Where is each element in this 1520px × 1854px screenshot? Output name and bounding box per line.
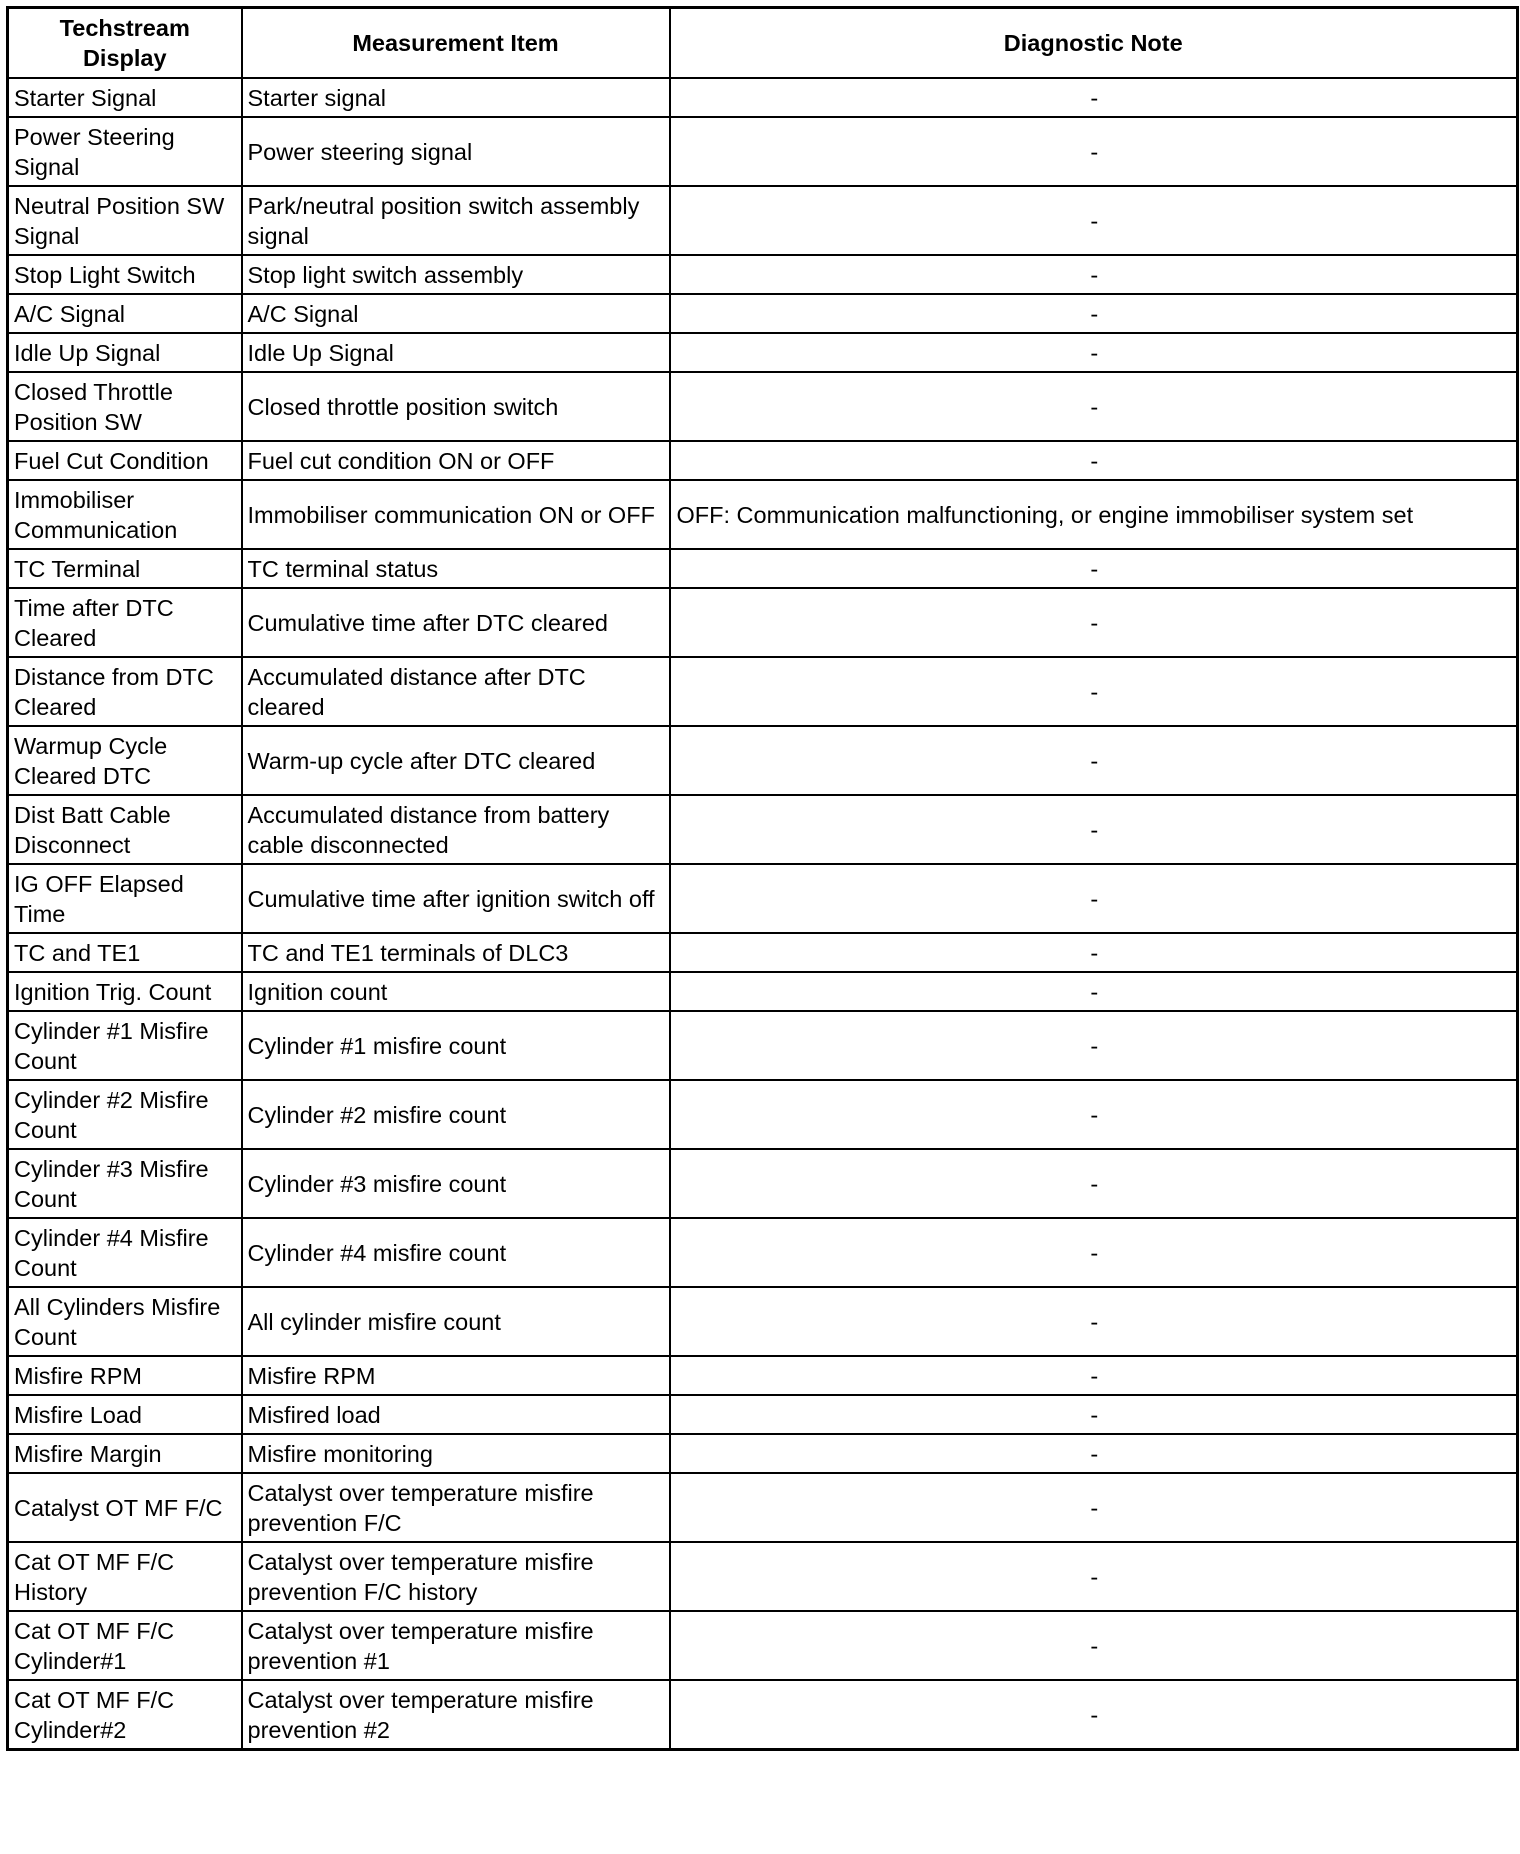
table-row	[8, 972, 1518, 1011]
cell-note: -	[670, 549, 1518, 588]
cell-note: -	[670, 657, 1518, 726]
table-row	[8, 657, 1518, 726]
cell-item: Misfire RPM	[242, 1356, 670, 1395]
table-row	[8, 1011, 1518, 1080]
cell-display: Dist Batt Cable Disconnect	[8, 795, 242, 864]
cell-display: Misfire Margin	[8, 1434, 242, 1473]
header-measurement-item: Measurement Item	[242, 8, 670, 79]
header-techstream-display: Techstream Display	[8, 8, 242, 79]
cell-note: -	[670, 1395, 1518, 1434]
cell-note: -	[670, 1434, 1518, 1473]
cell-note: -	[670, 294, 1518, 333]
table-row	[8, 78, 1518, 117]
cell-item: Catalyst over temperature misfire prevention #2	[242, 1680, 670, 1750]
table-row	[8, 1356, 1518, 1395]
cell-display: Ignition Trig. Count	[8, 972, 242, 1011]
cell-display: Fuel Cut Condition	[8, 441, 242, 480]
cell-item: A/C Signal	[242, 294, 670, 333]
cell-item: Cylinder #3 misfire count	[242, 1149, 670, 1218]
cell-note: OFF: Communication malfunctioning, or engine immobiliser system set	[670, 480, 1518, 549]
cell-item: Cylinder #2 misfire count	[242, 1080, 670, 1149]
table-row	[8, 1149, 1518, 1218]
table-row	[8, 186, 1518, 255]
cell-note: -	[670, 372, 1518, 441]
table-row	[8, 1395, 1518, 1434]
cell-note: -	[670, 117, 1518, 186]
table-row	[8, 1434, 1518, 1473]
table-row	[8, 294, 1518, 333]
cell-note: -	[670, 795, 1518, 864]
cell-note: -	[670, 972, 1518, 1011]
table-row	[8, 1080, 1518, 1149]
cell-display: Power Steering Signal	[8, 117, 242, 186]
table-row	[8, 864, 1518, 933]
cell-display: TC Terminal	[8, 549, 242, 588]
table-row	[8, 1680, 1518, 1750]
cell-item: TC terminal status	[242, 549, 670, 588]
cell-display: Stop Light Switch	[8, 255, 242, 294]
cell-display: Warmup Cycle Cleared DTC	[8, 726, 242, 795]
cell-note: -	[670, 1473, 1518, 1542]
cell-note: -	[670, 78, 1518, 117]
table-row	[8, 1542, 1518, 1611]
cell-note: -	[670, 1680, 1518, 1750]
cell-note: -	[670, 333, 1518, 372]
cell-display: Misfire RPM	[8, 1356, 242, 1395]
cell-display: Time after DTC Cleared	[8, 588, 242, 657]
cell-note: -	[670, 1542, 1518, 1611]
cell-note: -	[670, 1149, 1518, 1218]
cell-display: Distance from DTC Cleared	[8, 657, 242, 726]
cell-item: Starter signal	[242, 78, 670, 117]
cell-item: Cylinder #1 misfire count	[242, 1011, 670, 1080]
table-row	[8, 726, 1518, 795]
table-row	[8, 333, 1518, 372]
cell-item: Closed throttle position switch	[242, 372, 670, 441]
cell-display: Cat OT MF F/C Cylinder#1	[8, 1611, 242, 1680]
cell-display: IG OFF Elapsed Time	[8, 864, 242, 933]
cell-display: Cylinder #4 Misfire Count	[8, 1218, 242, 1287]
cell-note: -	[670, 1011, 1518, 1080]
cell-item: Immobiliser communication ON or OFF	[242, 480, 670, 549]
cell-item: Power steering signal	[242, 117, 670, 186]
data-list-table	[6, 6, 1519, 1751]
table-row	[8, 549, 1518, 588]
cell-display: Immobiliser Communication	[8, 480, 242, 549]
cell-display: A/C Signal	[8, 294, 242, 333]
cell-display: Cylinder #2 Misfire Count	[8, 1080, 242, 1149]
table-row	[8, 933, 1518, 972]
cell-note: -	[670, 1080, 1518, 1149]
cell-item: Fuel cut condition ON or OFF	[242, 441, 670, 480]
cell-note: -	[670, 933, 1518, 972]
cell-display: Idle Up Signal	[8, 333, 242, 372]
table-row	[8, 117, 1518, 186]
cell-note: -	[670, 1356, 1518, 1395]
table-row	[8, 372, 1518, 441]
cell-item: All cylinder misfire count	[242, 1287, 670, 1356]
cell-display: TC and TE1	[8, 933, 242, 972]
cell-item: Cumulative time after ignition switch off	[242, 864, 670, 933]
table-row	[8, 1218, 1518, 1287]
cell-note: -	[670, 1611, 1518, 1680]
cell-note: -	[670, 726, 1518, 795]
cell-note: -	[670, 441, 1518, 480]
cell-note: -	[670, 1287, 1518, 1356]
header-diagnostic-note: Diagnostic Note	[670, 8, 1518, 79]
cell-display: Cat OT MF F/C Cylinder#2	[8, 1680, 242, 1750]
cell-item: Warm-up cycle after DTC cleared	[242, 726, 670, 795]
cell-item: Stop light switch assembly	[242, 255, 670, 294]
table-row	[8, 795, 1518, 864]
cell-display: Misfire Load	[8, 1395, 242, 1434]
cell-display: Starter Signal	[8, 78, 242, 117]
cell-note: -	[670, 588, 1518, 657]
cell-item: Park/neutral position switch assembly signal	[242, 186, 670, 255]
data-list-sheet	[6, 6, 1516, 1751]
cell-display: Cylinder #3 Misfire Count	[8, 1149, 242, 1218]
table-row	[8, 1611, 1518, 1680]
cell-item: TC and TE1 terminals of DLC3	[242, 933, 670, 972]
cell-note: -	[670, 255, 1518, 294]
cell-display: Closed Throttle Position SW	[8, 372, 242, 441]
cell-display: Neutral Position SW Signal	[8, 186, 242, 255]
cell-display: Cylinder #1 Misfire Count	[8, 1011, 242, 1080]
cell-item: Cumulative time after DTC cleared	[242, 588, 670, 657]
table-row	[8, 480, 1518, 549]
cell-note: -	[670, 864, 1518, 933]
cell-item: Accumulated distance after DTC cleared	[242, 657, 670, 726]
cell-item: Cylinder #4 misfire count	[242, 1218, 670, 1287]
table-row	[8, 441, 1518, 480]
cell-item: Misfired load	[242, 1395, 670, 1434]
cell-item: Catalyst over temperature misfire prevention #1	[242, 1611, 670, 1680]
cell-item: Catalyst over temperature misfire prevention F/C history	[242, 1542, 670, 1611]
cell-display: Cat OT MF F/C History	[8, 1542, 242, 1611]
cell-item: Idle Up Signal	[242, 333, 670, 372]
cell-item: Accumulated distance from battery cable disconnected	[242, 795, 670, 864]
cell-item: Catalyst over temperature misfire prevention F/C	[242, 1473, 670, 1542]
cell-note: -	[670, 186, 1518, 255]
cell-display: All Cylinders Misfire Count	[8, 1287, 242, 1356]
cell-item: Ignition count	[242, 972, 670, 1011]
table-row	[8, 588, 1518, 657]
cell-item: Misfire monitoring	[242, 1434, 670, 1473]
table-header-row	[8, 8, 1518, 79]
cell-display: Catalyst OT MF F/C	[8, 1473, 242, 1542]
table-row	[8, 1287, 1518, 1356]
cell-note: -	[670, 1218, 1518, 1287]
table-row	[8, 1473, 1518, 1542]
table-row	[8, 255, 1518, 294]
